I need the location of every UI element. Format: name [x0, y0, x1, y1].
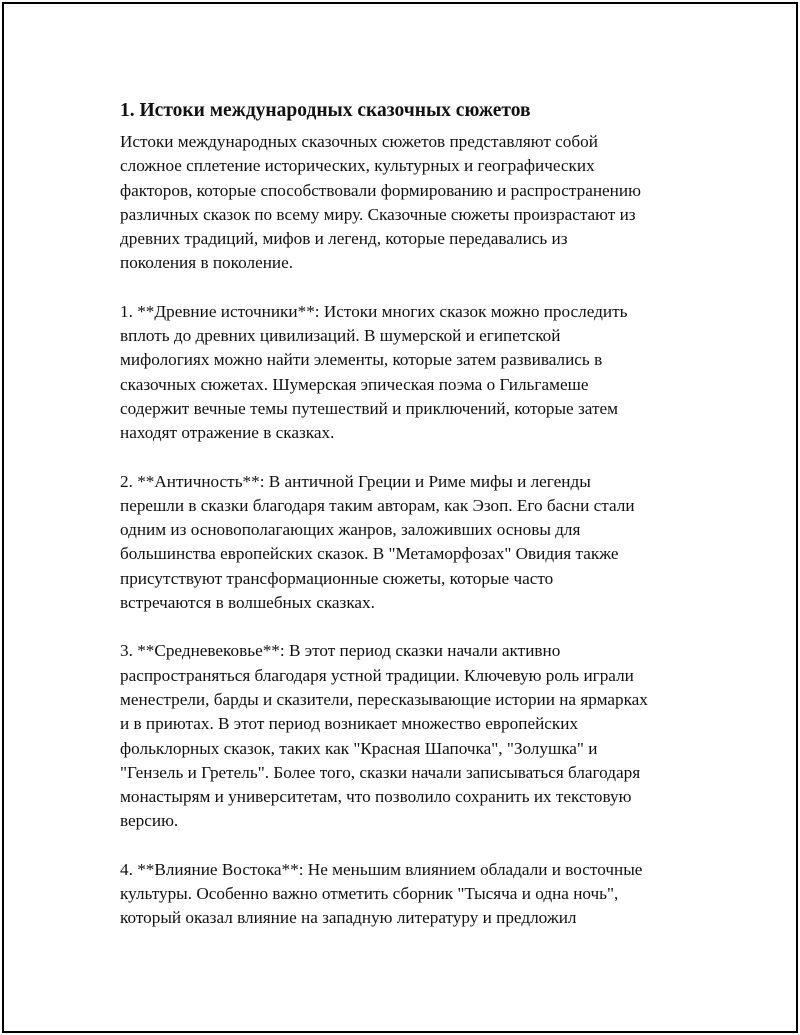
- text-line: находят отражение в сказках.: [120, 423, 335, 443]
- text-line: "Гензель и Гретель". Более того, сказки начали записываться благодаря: [120, 762, 641, 782]
- text-line: который оказал влияние на западную литературу и предложил: [120, 908, 577, 928]
- text-line: большинства европейских сказок. В "Метаморфозах" Овидия также: [120, 544, 619, 564]
- text-line: фольклорных сказок, таких как "Красная Шапочка", "Золушка" и: [120, 738, 598, 758]
- text-line: сложное сплетение исторических, культурных и географических: [120, 156, 595, 176]
- text-line: мифологиях можно найти элементы, которые затем развивались в: [120, 350, 603, 370]
- text-line: встречаются в волшебных сказках.: [120, 593, 375, 613]
- antiquity-paragraph: [120, 470, 692, 616]
- text-line: монастырям и университетам, что позволило сохранить их текстовую: [120, 787, 632, 807]
- text-line: одним из основополагающих жанров, заложивших основы для: [120, 520, 581, 540]
- text-line: вплоть до древних цивилизаций. В шумерской и египетской: [120, 326, 561, 346]
- intro-paragraph: [120, 130, 692, 276]
- text-line: Истоки международных сказочных сюжетов представляют собой: [120, 132, 598, 151]
- text-line: 1. **Древние источники**: Истоки многих сказок можно проследить: [120, 301, 628, 321]
- text-line: 3. **Средневековье**: В этот период сказки начали активно: [120, 641, 561, 661]
- middle-ages-paragraph: [120, 639, 692, 833]
- text-line: распространяться благодаря устной традиции. Ключевую роль играли: [120, 665, 634, 685]
- text-line: версию.: [120, 811, 179, 831]
- text-line: менестрели, барды и сказители, пересказывающие истории на ярмарках: [120, 689, 648, 709]
- text-line: и в приютах. В этот период возникает множество европейских: [120, 714, 579, 734]
- section-heading: 1. Истоки международных сказочных сюжетов: [120, 100, 531, 121]
- text-line: факторов, которые способствовали формированию и распространению: [120, 180, 641, 200]
- text-line: содержит вечные темы путешествий и приключений, которые затем: [120, 398, 618, 418]
- text-line: древних традиций, мифов и легенд, которые передавались из: [120, 229, 568, 249]
- document-content: [120, 98, 692, 955]
- text-line: сказочных сюжетах. Шумерская эпическая поэма о Гильгамеше: [120, 374, 589, 394]
- text-line: присутствуют трансформационные сюжеты, которые часто: [120, 568, 554, 588]
- text-line: культуры. Особенно важно отметить сборник "Тысяча и одна ночь",: [120, 884, 619, 904]
- document-page: [2, 2, 798, 1033]
- text-line: поколения в поколение.: [120, 253, 294, 273]
- text-line: перешли в сказки благодаря таким авторам, как Эзоп. Его басни стали: [120, 495, 635, 515]
- ancient-sources-paragraph: [120, 300, 692, 446]
- text-line: различных сказок по всему миру. Сказочные сюжеты произрастают из: [120, 204, 636, 224]
- east-influence-paragraph: [120, 858, 692, 931]
- text-line: 4. **Влияние Востока**: Не меньшим влиянием обладали и восточные: [120, 859, 643, 879]
- text-line: 2. **Античность**: В античной Греции и Риме мифы и легенды: [120, 471, 591, 491]
